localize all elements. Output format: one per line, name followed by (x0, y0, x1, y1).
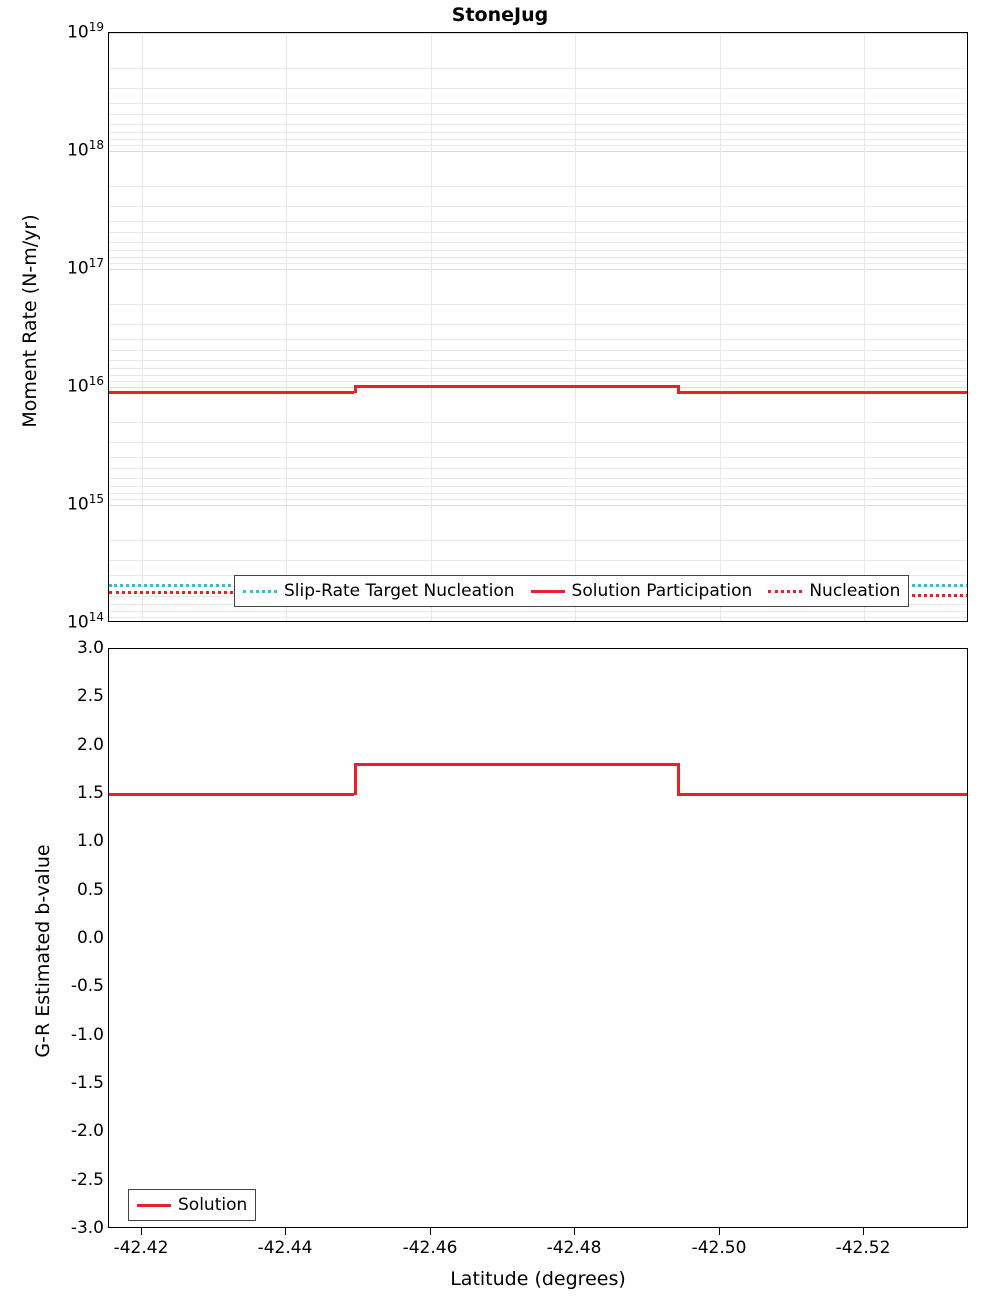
series-solution-seg1 (109, 793, 354, 796)
series-solution-seg3 (677, 793, 968, 796)
top-panel-ylabel: Moment Rate (N-m/yr) (19, 214, 41, 428)
figure-title: StoneJug (451, 4, 549, 26)
bottom-ytick-2-5: 2.5 (76, 686, 104, 706)
series-solution-participation-seg1 (109, 391, 354, 394)
xaxis-label: Latitude (degrees) (450, 1268, 626, 1290)
xtick-label-1: -42.42 (113, 1238, 169, 1258)
xtick-label-3: -42.46 (402, 1238, 458, 1258)
xtick-mark-6 (863, 1228, 864, 1235)
bottom-panel-ylabel: G-R Estimated b-value (32, 844, 54, 1058)
series-solution-participation-seg2 (354, 385, 679, 388)
bottom-ytick-3-0: 3.0 (76, 638, 104, 658)
bottom-ytick-neg2-5: -2.5 (70, 1170, 104, 1190)
legend-line-icon-slip-rate (243, 590, 277, 593)
series-solution-participation-seg3 (677, 391, 968, 394)
bottom-ytick-0-5: 0.5 (76, 880, 104, 900)
bottom-ytick-0-0: 0.0 (76, 928, 104, 948)
legend-entry-solution (137, 1195, 247, 1215)
bottom-ytick-neg0-5: -0.5 (70, 976, 104, 996)
bottom-ytick-neg1-0: -1.0 (70, 1025, 104, 1045)
xtick-mark-4 (574, 1228, 575, 1235)
xtick-label-4: -42.48 (546, 1238, 602, 1258)
legend-label-solution-participation: Solution Participation (571, 581, 753, 601)
legend-entry-nucleation (768, 581, 900, 601)
bottom-ytick-1-0: 1.0 (76, 831, 104, 851)
top-ytick-15: $10^{15}$ (67, 492, 104, 515)
bottom-panel-legend (128, 1189, 256, 1221)
top-ytick-19: $10^{19}$ (67, 20, 104, 43)
legend-line-icon-solution-participation (531, 590, 565, 593)
legend-line-icon-solution (137, 1204, 171, 1207)
legend-entry-slip-rate-target-nucleation (243, 581, 515, 601)
xtick-label-5: -42.50 (691, 1238, 747, 1258)
xtick-mark-2 (285, 1228, 286, 1235)
xtick-mark-1 (141, 1228, 142, 1235)
series-solution-join2 (677, 763, 680, 795)
top-panel-legend (234, 575, 909, 607)
top-ytick-17: $10^{17}$ (67, 256, 104, 279)
top-ytick-16: $10^{16}$ (67, 374, 104, 397)
moment-rate-plot (108, 32, 968, 622)
legend-label-slip-rate: Slip-Rate Target Nucleation (284, 581, 515, 601)
xtick-mark-5 (719, 1228, 720, 1235)
b-value-plot (108, 648, 968, 1228)
top-ytick-18: $10^{18}$ (67, 138, 104, 161)
legend-entry-solution-participation (531, 581, 753, 601)
bottom-ytick-neg2-0: -2.0 (70, 1121, 104, 1141)
bottom-ytick-2-0: 2.0 (76, 735, 104, 755)
bottom-ytick-neg3-0: -3.0 (70, 1218, 104, 1238)
xtick-label-6: -42.52 (835, 1238, 891, 1258)
bottom-ytick-neg1-5: -1.5 (70, 1073, 104, 1093)
legend-line-icon-nucleation (768, 590, 802, 593)
xtick-mark-3 (430, 1228, 431, 1235)
legend-label-solution: Solution (178, 1195, 248, 1215)
xtick-label-2: -42.44 (257, 1238, 313, 1258)
top-ytick-14: $10^{14}$ (67, 610, 104, 633)
legend-label-nucleation: Nucleation (809, 581, 901, 601)
series-solution-seg2 (354, 763, 679, 766)
series-solution-join1 (354, 763, 357, 795)
bottom-ytick-1-5: 1.5 (76, 783, 104, 803)
